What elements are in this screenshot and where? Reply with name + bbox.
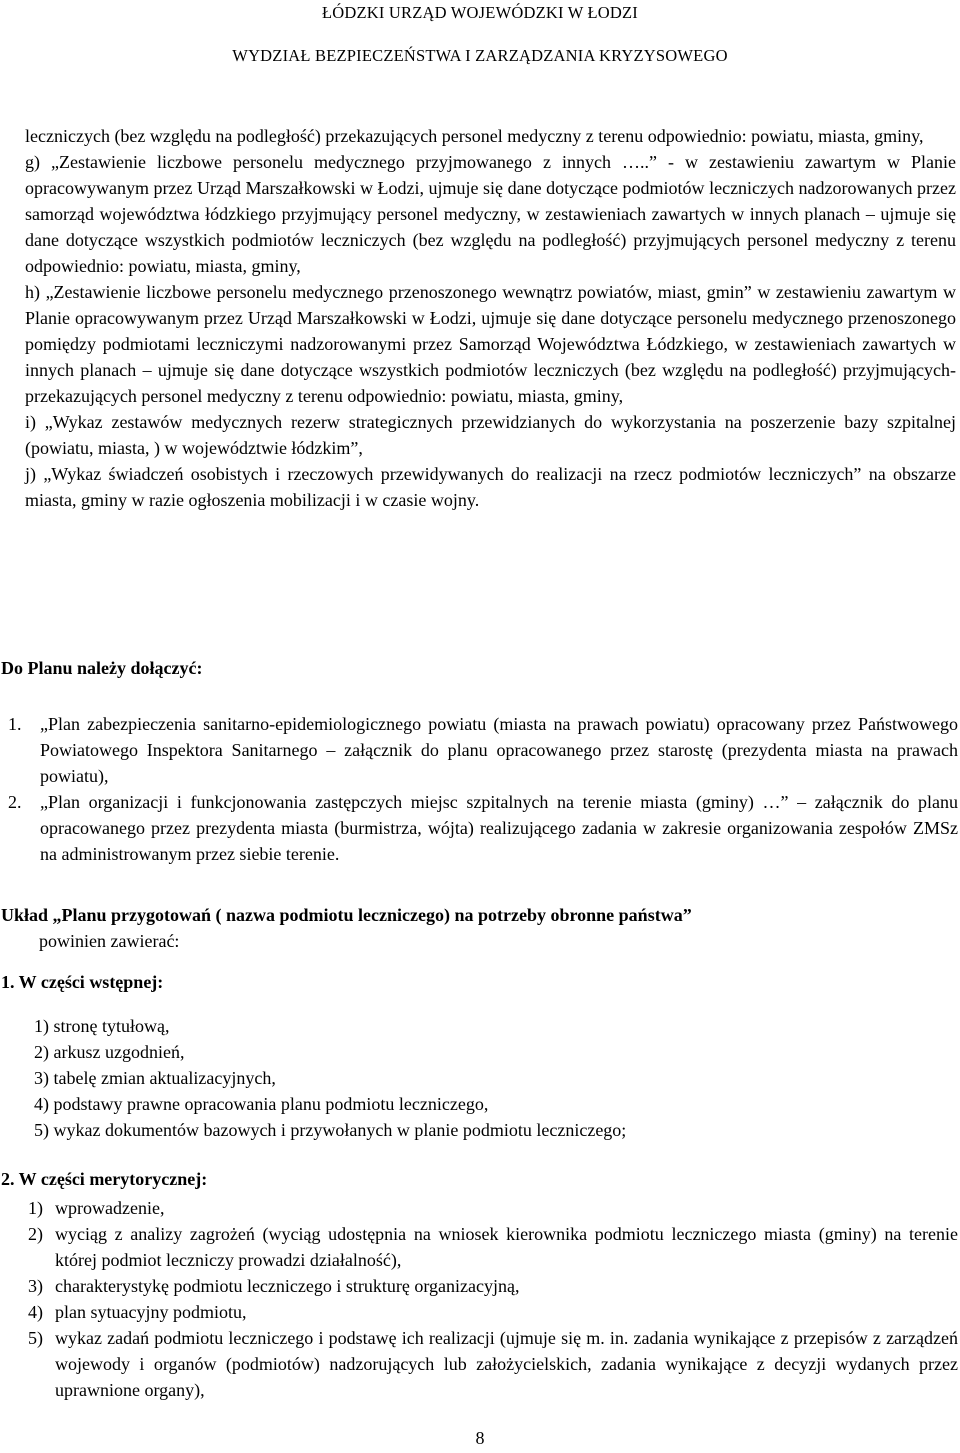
list-item-text: „Plan organizacji i funkcjonowania zastępczych miejsc szpitalnych na terenie miasta (gminy) …” – załącznik do planu opracowanego przez prezydenta miasta (burmistrza, wójta) realizującego zadania w zakresie organizowania zespołów ZMSz na administrowanym przez siebie terenie. bbox=[40, 792, 958, 864]
plan-layout-subtitle: powinien zawierać: bbox=[39, 931, 180, 951]
list-item bbox=[0, 711, 958, 789]
list-item-number: 2. bbox=[8, 792, 22, 812]
list-item: 4) podstawy prawne opracowania planu podmiotu leczniczego, bbox=[34, 1094, 489, 1114]
list-item bbox=[0, 1325, 958, 1403]
list-item-number: 1. bbox=[8, 714, 22, 734]
header-office-name: ŁÓDZKI URZĄD WOJEWÓDZKI W ŁODZI bbox=[322, 3, 638, 22]
list-item-number: 5) bbox=[28, 1328, 43, 1348]
paragraph-item-i: i) „Wykaz zestawów medycznych rezerw strategicznych przewidzianych do wykorzystania na poszerzenie bazy szpitalnej (powiatu, miasta, ) w województwie łódzkim”, bbox=[25, 412, 956, 458]
list-item bbox=[0, 789, 958, 867]
list-item-text: plan sytuacyjny podmiotu, bbox=[55, 1302, 247, 1322]
plan-layout-title: Układ „Planu przygotowań ( nazwa podmiotu leczniczego) na potrzeby obronne państwa” bbox=[1, 905, 692, 925]
attachments-list bbox=[0, 711, 958, 867]
list-item: 1) stronę tytułową, bbox=[34, 1016, 170, 1036]
page-number: 8 bbox=[475, 1428, 485, 1448]
paragraph-continuation: leczniczych (bez względu na podległość) przekazujących personel medyczny z terenu odpowiednio: powiatu, miasta, gminy, bbox=[25, 126, 924, 146]
paragraph-item-h: h) „Zestawienie liczbowe personelu medycznego przenoszonego wewnątrz powiatów, miast, gmin” w zestawieniu zawartym w Planie opracowywanym przez Urząd Marszałkowski w Łodzi, ujmuje się dane dotyczące personelu medycznego przenoszonego pomiędzy podmiotami leczniczymi nadzorowanymi przez Samorząd Województwa Łódzkiego, w zestawieniach zawartych w innych planach – ujmuje się dane dotyczące wszystkich podmiotów leczniczych (bez względu na podległość) przyjmujących-przekazujących personel medyczny z terenu odpowiednio: powiatu, miasta, gminy, bbox=[25, 282, 956, 406]
list-item bbox=[0, 1195, 958, 1221]
header-department-name: WYDZIAŁ BEZPIECZEŃSTWA I ZARZĄDZANIA KRYZYSOWEGO bbox=[232, 46, 728, 65]
list-item-number: 1) bbox=[28, 1198, 43, 1218]
part1-list bbox=[34, 1013, 626, 1143]
plan-layout-heading bbox=[1, 902, 692, 954]
part2-list bbox=[0, 1195, 958, 1403]
section-heading-attachments: Do Planu należy dołączyć: bbox=[1, 658, 203, 678]
part1-heading: 1. W części wstępnej: bbox=[1, 972, 164, 992]
list-item: 3) tabelę zmian aktualizacyjnych, bbox=[34, 1068, 276, 1088]
list-item-text: wprowadzenie, bbox=[55, 1198, 165, 1218]
paragraph-item-j: j) „Wykaz świadczeń osobistych i rzeczowych przewidywanych do realizacji na rzecz podmiotów leczniczych” na obszarze miasta, gminy w razie ogłoszenia mobilizacji i w czasie wojny. bbox=[25, 464, 956, 510]
list-item-text: charakterystykę podmiotu leczniczego i strukturę organizacyjną, bbox=[55, 1276, 520, 1296]
list-item-number: 3) bbox=[28, 1276, 43, 1296]
list-item-text: „Plan zabezpieczenia sanitarno-epidemiologicznego powiatu (miasta na prawach powiatu) opracowany przez Państwowego Powiatowego Inspektora Sanitarnego – załącznik do planu opracowanego przez starostę (prezydenta miasta na prawach powiatu), bbox=[40, 714, 958, 786]
paragraph-item-g: g) „Zestawienie liczbowe personelu medycznego przyjmowanego z innych …..” - w zestawieniu zawartym w Planie opracowywanym przez Urząd Marszałkowski w Łodzi, ujmuje się dane dotyczące podmiotów leczniczych nadzorowanych przez samorząd województwa łódzkiego przyjmujący personel medyczny, w zestawieniach zawartych w innych planach – ujmuje się dane dotyczące wszystkich podmiotów leczniczych (bez względu na podległość) przyjmujących personel medyczny z terenu odpowiednio: powiatu, miasta, gminy, bbox=[25, 152, 956, 276]
part2-heading: 2. W części merytorycznej: bbox=[1, 1169, 208, 1189]
body-text-block bbox=[25, 123, 956, 513]
list-item bbox=[0, 1273, 958, 1299]
list-item-number: 4) bbox=[28, 1302, 43, 1322]
list-item bbox=[0, 1299, 958, 1325]
list-item bbox=[0, 1221, 958, 1273]
list-item-text: wykaz zadań podmiotu leczniczego i podstawę ich realizacji (ujmuje się m. in. zadania wynikające z przepisów z zarządzeń wojewody i organów (podmiotów) nadzorujących lub założycielskich, zadania wynikające z decyzji wydanych przez uprawnione organy), bbox=[55, 1328, 958, 1400]
list-item-text: wyciąg z analizy zagrożeń (wyciąg udostępnia na wniosek kierownika podmiotu leczniczego miasta (gminy) na terenie której podmiot leczniczy prowadzi działalność), bbox=[55, 1224, 958, 1270]
list-item: 5) wykaz dokumentów bazowych i przywołanych w planie podmiotu leczniczego; bbox=[34, 1120, 627, 1140]
list-item: 2) arkusz uzgodnień, bbox=[34, 1042, 185, 1062]
list-item-number: 2) bbox=[28, 1224, 43, 1244]
